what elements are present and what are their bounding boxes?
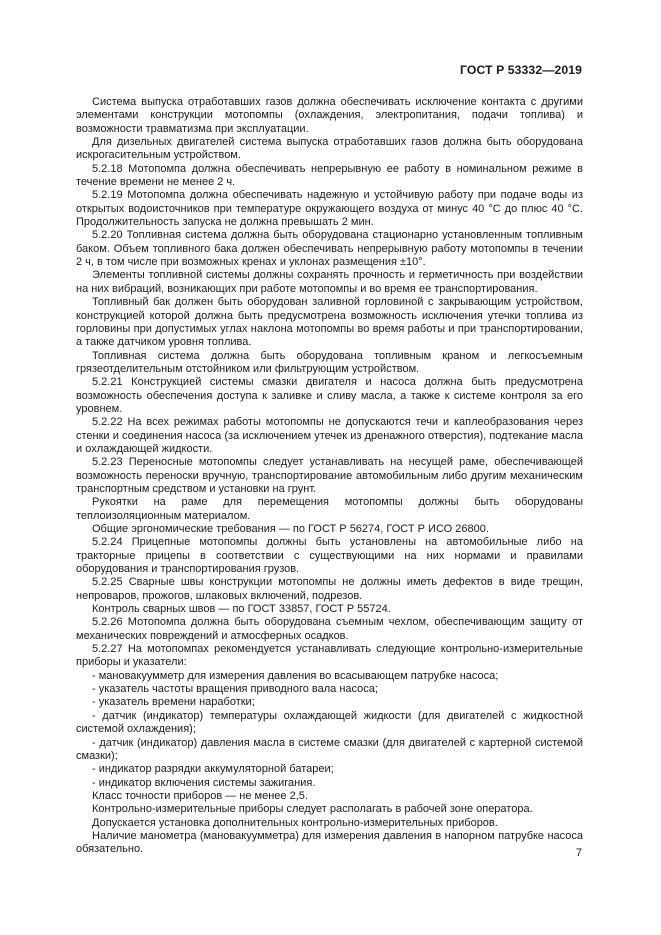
paragraph: Топливный бак должен быть оборудован заливной горловиной с закрывающим устройством, конструкцией которой должна быть предусмотрена возможность исключения утечки топлива из горловины при допустимых углах наклона мотопомпы во время работы и при транспортировании, а также датчиком уровня топлива. [76,296,583,349]
paragraph: Система выпуска отработавших газов должна обеспечивать исключение контакта с другими элементами конструкции мотопомпы (охлаждения, электропитания, подачи топлива) и возможности травматизма при эксплуатации. [76,96,583,135]
paragraph: 5.2.27 На мотопомпах рекомендуется устанавливать следующие контрольно-измерительные приборы и указатели: [76,643,583,669]
page-number: 7 [575,847,582,859]
paragraph: Элементы топливной системы должны сохранять прочность и герметичность при воздействии на них вибраций, возникающих при работе мотопомпы и во время ее транспортирования. [76,269,583,295]
list-item: - индикатор включения системы зажигания. [92,776,316,789]
list-item: - указатель времени наработки; [92,696,255,709]
paragraph: 5.2.23 Переносные мотопомпы следует устанавливать на несущей раме, обеспечивающей возможность переноски вручную, транспортирование автомобильным либо другим механическим транспортным средством и установки на грунт. [76,456,583,495]
list-item: - датчик (индикатор) температуры охлаждающей жидкости (для двигателей с жидкостной системой охлаждения); [76,709,583,736]
paragraph: 5.2.26 Мотопомпа должна быть оборудована съемным чехлом, обеспечивающим защиту от механических повреждений и атмосферных осадков. [76,616,583,642]
paragraph: Допускается установка дополнительных контрольно-измерительных приборов. [92,816,498,829]
paragraph: 5.2.18 Мотопомпа должна обеспечивать непрерывную ее работу в номинальном режиме в течение времени не менее 2 ч. [76,162,583,189]
paragraph: Наличие манометра (мановакуумметра) для измерения давления в напорном патрубке насоса обязательно. [76,829,583,856]
standard-header: ГОСТ Р 53332—2019 [460,63,582,77]
paragraph: Для дизельных двигателей система выпуска отработавших газов должна быть оборудована искрогасительным устройством. [76,136,583,162]
paragraph: 5.2.25 Сварные швы конструкции мотопомпы не должны иметь дефектов в виде трещин, непроваров, прожогов, шлаковых включений, подрезов. [76,576,583,602]
paragraph: 5.2.24 Прицепные мотопомпы должны быть установлены на автомобильные либо на тракторные прицепы в соответствии с существующими на них нормами и правилами оборудования и транспортирования грузов. [76,536,583,576]
list-item: - мановакуумметр для измерения давления во всасывающем патрубке насоса; [92,669,499,682]
paragraph: Рукоятки на раме для перемещения мотопомпы должны быть оборудованы теплоизоляционным материалом. [76,496,583,522]
paragraph: Общие эргономические требования — по ГОСТ Р 56274, ГОСТ Р ИСО 26800. [92,523,489,535]
paragraph: Класс точности приборов — не менее 2,5. [92,789,308,802]
paragraph: Контрольно-измерительные приборы следует располагать в рабочей зоне оператора. [92,803,533,816]
paragraph: 5.2.19 Мотопомпа должна обеспечивать надежную и устойчивую работу при подаче воды из открытых водоисточников при температуре окружающего воздуха от минус 40 °С до плюс 40 °С. Продолжительность запуска не должна превышать 2 мин. [76,189,583,229]
paragraph: 5.2.22 На всех режимах работы мотопомпы не допускаются течи и каплеобразования через стенки и соединения насоса (за исключением утечек из дренажного отверстия), подтекание масла и охлаждающей жидкости. [76,416,583,455]
list-item: - указатель частоты вращения приводного вала насоса; [92,683,378,696]
list-item: - индикатор разрядки аккумуляторной батареи; [92,763,334,776]
paragraph: 5.2.20 Топливная система должна быть оборудована стационарно установленным топливным баком. Объем топливного бака должен обеспечивать непрерывную работу мотопомпы в течении 2 ч, в том числе при возможных кренах и уклонах размещения ±10°. [76,229,583,269]
paragraph: Топливная система должна быть оборудована топливным краном и легкосъемным грязеотделительным отстойником или фильтрующим устройством. [76,349,583,375]
paragraph: Контроль сварных швов — по ГОСТ 33857, ГОСТ Р 55724. [92,603,391,616]
paragraph: 5.2.21 Конструкцией системы смазки двигателя и насоса должна быть предусмотрена возможность обеспечения доступа к заливке и сливу масла, а также к системе контроля за его уровнем. [76,376,583,415]
document-body [76,96,583,857]
list-item: - датчик (индикатор) давления масла в системе смазки (для двигателей с картерной системой смазки); [76,736,583,762]
